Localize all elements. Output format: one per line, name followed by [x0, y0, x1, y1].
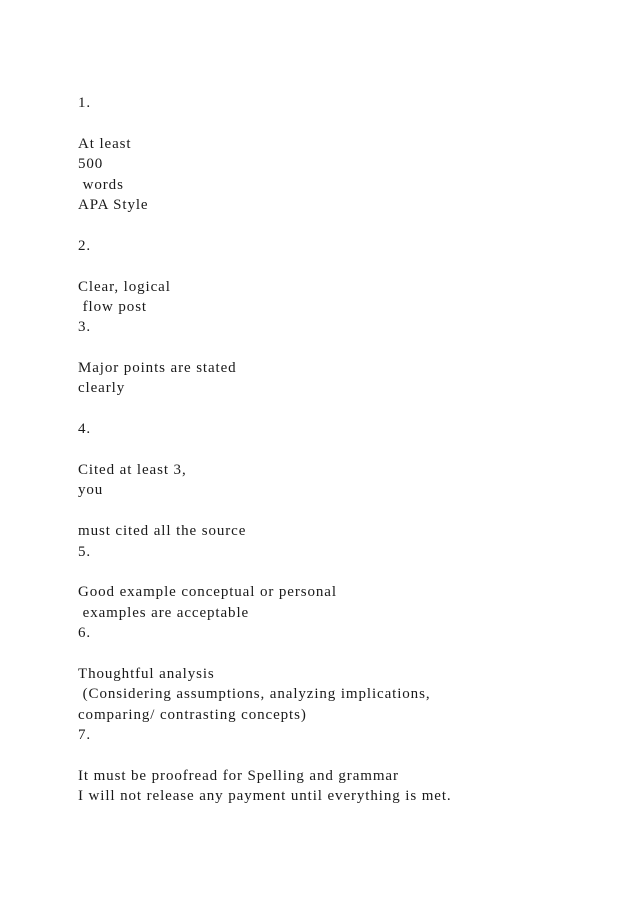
blank-line [78, 562, 618, 582]
blank-line [78, 644, 618, 664]
blank-line [78, 256, 618, 276]
requirement-text: comparing/ contrasting concepts) [78, 706, 307, 723]
requirement-text: Cited at least 3, [78, 462, 187, 479]
item-number: 2. [78, 237, 92, 254]
requirement-text: clearly [78, 380, 126, 397]
blank-line [78, 338, 618, 358]
requirement-text: (Considering assumptions, analyzing implications, [78, 686, 431, 703]
requirement-text: you [78, 482, 104, 499]
requirement-text: examples are acceptable [78, 604, 250, 621]
requirement-text: At least [78, 135, 132, 152]
requirement-text: I will not release any payment until everything is met. [78, 788, 452, 805]
requirement-text: APA Style [78, 196, 149, 213]
requirement-text: must cited all the source [78, 523, 247, 540]
requirement-text: Major points are stated [78, 360, 237, 377]
blank-line [78, 399, 618, 419]
requirement-text: words [78, 176, 124, 193]
requirement-text: It must be proofread for Spelling and grammar [78, 767, 399, 784]
document-body [78, 93, 618, 807]
item-number: 6. [78, 625, 92, 642]
blank-line [78, 440, 618, 460]
requirement-text: 500 [78, 156, 104, 173]
blank-line [78, 501, 618, 521]
requirement-text: Thoughtful analysis [78, 665, 215, 682]
requirement-text: Good example conceptual or personal [78, 584, 337, 601]
item-number: 7. [78, 727, 92, 744]
item-number: 4. [78, 421, 92, 438]
requirement-text: flow post [78, 298, 147, 315]
blank-line [78, 215, 618, 235]
item-number: 3. [78, 319, 92, 336]
item-number: 1. [78, 95, 92, 111]
blank-line [78, 113, 618, 133]
requirement-text: Clear, logical [78, 278, 171, 295]
item-number: 5. [78, 543, 92, 560]
blank-line [78, 746, 618, 766]
